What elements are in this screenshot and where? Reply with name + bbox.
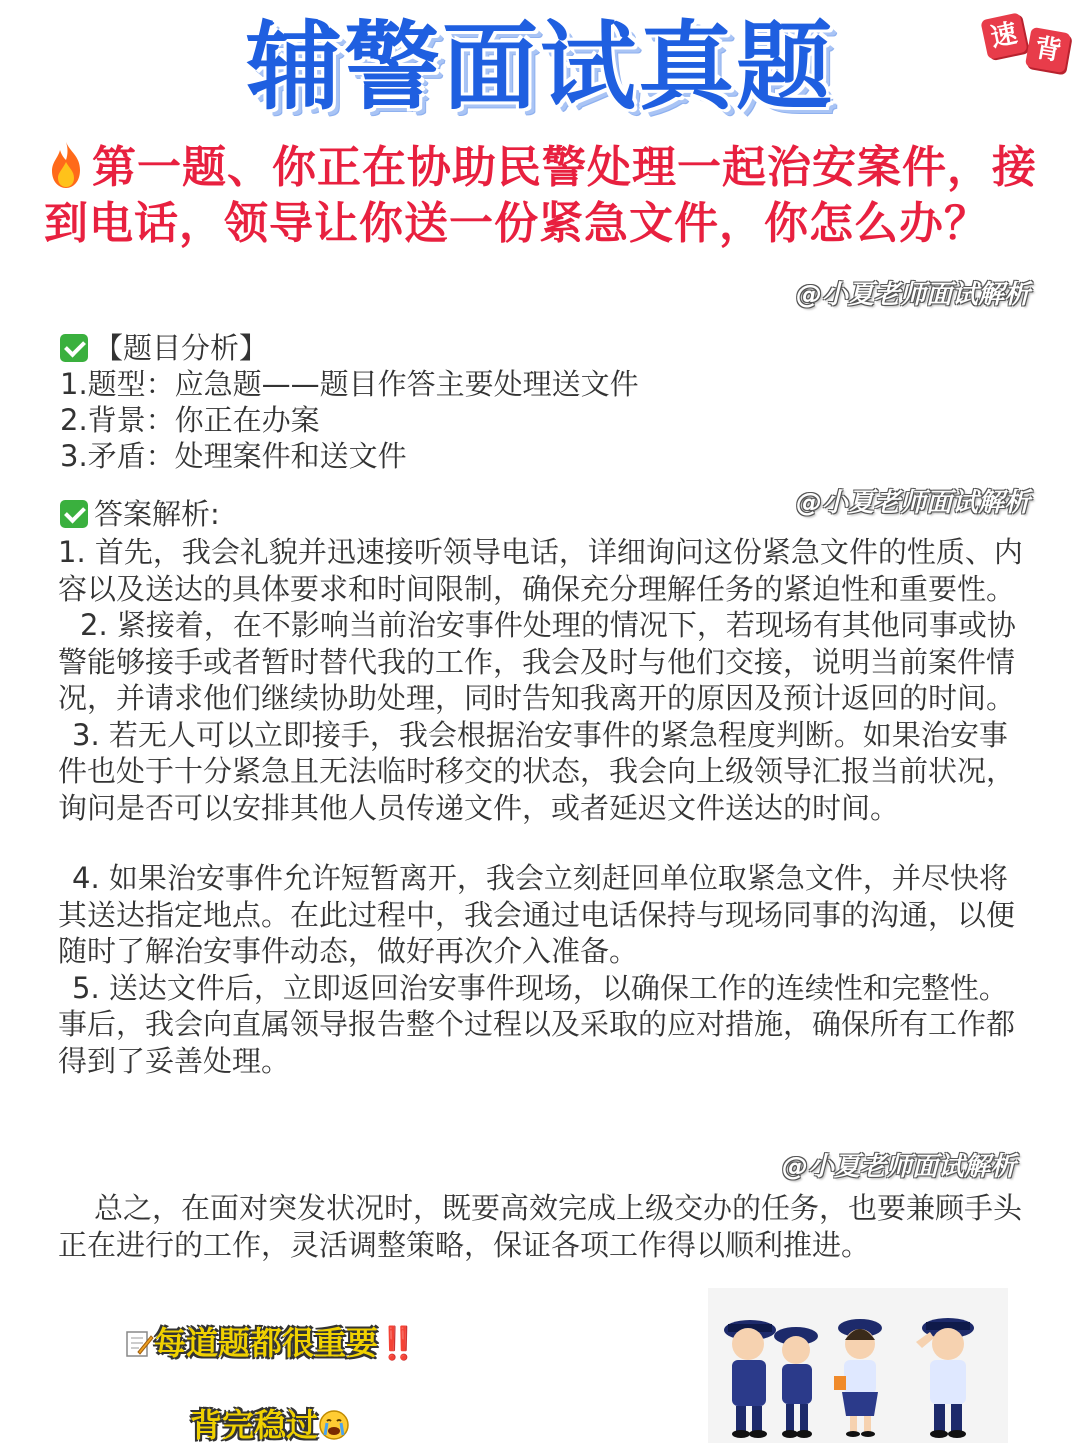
analysis-section: [60, 330, 1020, 474]
fire-icon: [44, 140, 88, 190]
analysis-heading-line: [60, 330, 1020, 366]
footer-note: [124, 1318, 418, 1364]
watermark: @小夏老师面试解析: [796, 488, 1031, 518]
answer-paragraph: 4. 如果治安事件允许短暂离开，我会立刻赶回单位取紧急文件，并尽快将其送达指定地点。在此过程中，我会通过电话保持与现场同事的沟通，以便随时了解治安事件动态，做好再次介入准备。: [58, 861, 1016, 968]
analysis-heading: 【题目分析】: [94, 331, 269, 365]
memo-icon: [124, 1328, 154, 1358]
analysis-item: 2.背景：你正在办案: [60, 403, 320, 437]
stamp-char-1: 速: [980, 12, 1027, 59]
summary-paragraph: 总之，在面对突发状况时，既要高效完成上级交办的任务，也要兼顾手头正在进行的工作，灵活调整策略，保证各项工作得以顺利推进。: [58, 1191, 1023, 1262]
question-text: 第一题、你正在协助民警处理一起治安案件，接到电话，领导让你送一份紧急文件，你怎么办？: [44, 142, 1037, 249]
paragraph-gap: [58, 826, 1026, 860]
quick-memorize-stamp: [984, 16, 1074, 76]
stamp-char-2: 背: [1025, 27, 1071, 73]
footer-note-2-text: 背完稳过: [190, 1406, 319, 1444]
answer-body: [58, 534, 1026, 1079]
footer-note-2: [190, 1400, 350, 1446]
question: [44, 140, 1044, 252]
watermark: @小夏老师面试解析: [796, 280, 1031, 310]
double-exclamation-icon: ‼️: [378, 1324, 418, 1362]
answer-heading-line: [60, 496, 220, 532]
answer-paragraph: 2. 紧接着，在不影响当前治安事件处理的情况下，若现场有其他同事或协警能够接手或者暂时替代我的工作，我会及时与他们交接，说明当前案件情况，并请求他们继续协助处理，同时告知我离开的原因及预计返回的时间。: [58, 608, 1016, 715]
check-icon: [60, 334, 88, 362]
answer-paragraph: 5. 送达文件后，立即返回治安事件现场，以确保工作的连续性和完整性。事后，我会向直属领导报告整个过程以及采取的应对措施，确保所有工作都得到了妥善处理。: [58, 970, 1016, 1078]
police-cartoon-illustration: [708, 1288, 1008, 1443]
analysis-item: 3.矛盾：处理案件和送文件: [60, 439, 407, 473]
analysis-item: 1.题型：应急题——题目作答主要处理送文件: [60, 367, 639, 401]
crying-face-icon: [318, 1409, 350, 1441]
page-title: 辅警面试真题: [246, 11, 834, 123]
answer-paragraph: 1. 首先，我会礼貌并迅速接听领导电话，详细询问这份紧急文件的性质、内容以及送达的具体要求和时间限制，确保充分理解任务的紧迫性和重要性。: [58, 535, 1023, 606]
answer-heading: 答案解析:: [94, 497, 220, 531]
check-icon: [60, 500, 88, 528]
footer-note-text: 每道题都很重要: [154, 1324, 379, 1362]
watermark: @小夏老师面试解析: [782, 1152, 1017, 1182]
answer-paragraph: 3. 若无人可以立即接手，我会根据治安事件的紧急程度判断。如果治安事件也处于十分紧急且无法临时移交的状态，我会向上级领导汇报当前状况，询问是否可以安排其他人员传递文件，或者延迟文件送达的时间。: [58, 717, 1016, 825]
